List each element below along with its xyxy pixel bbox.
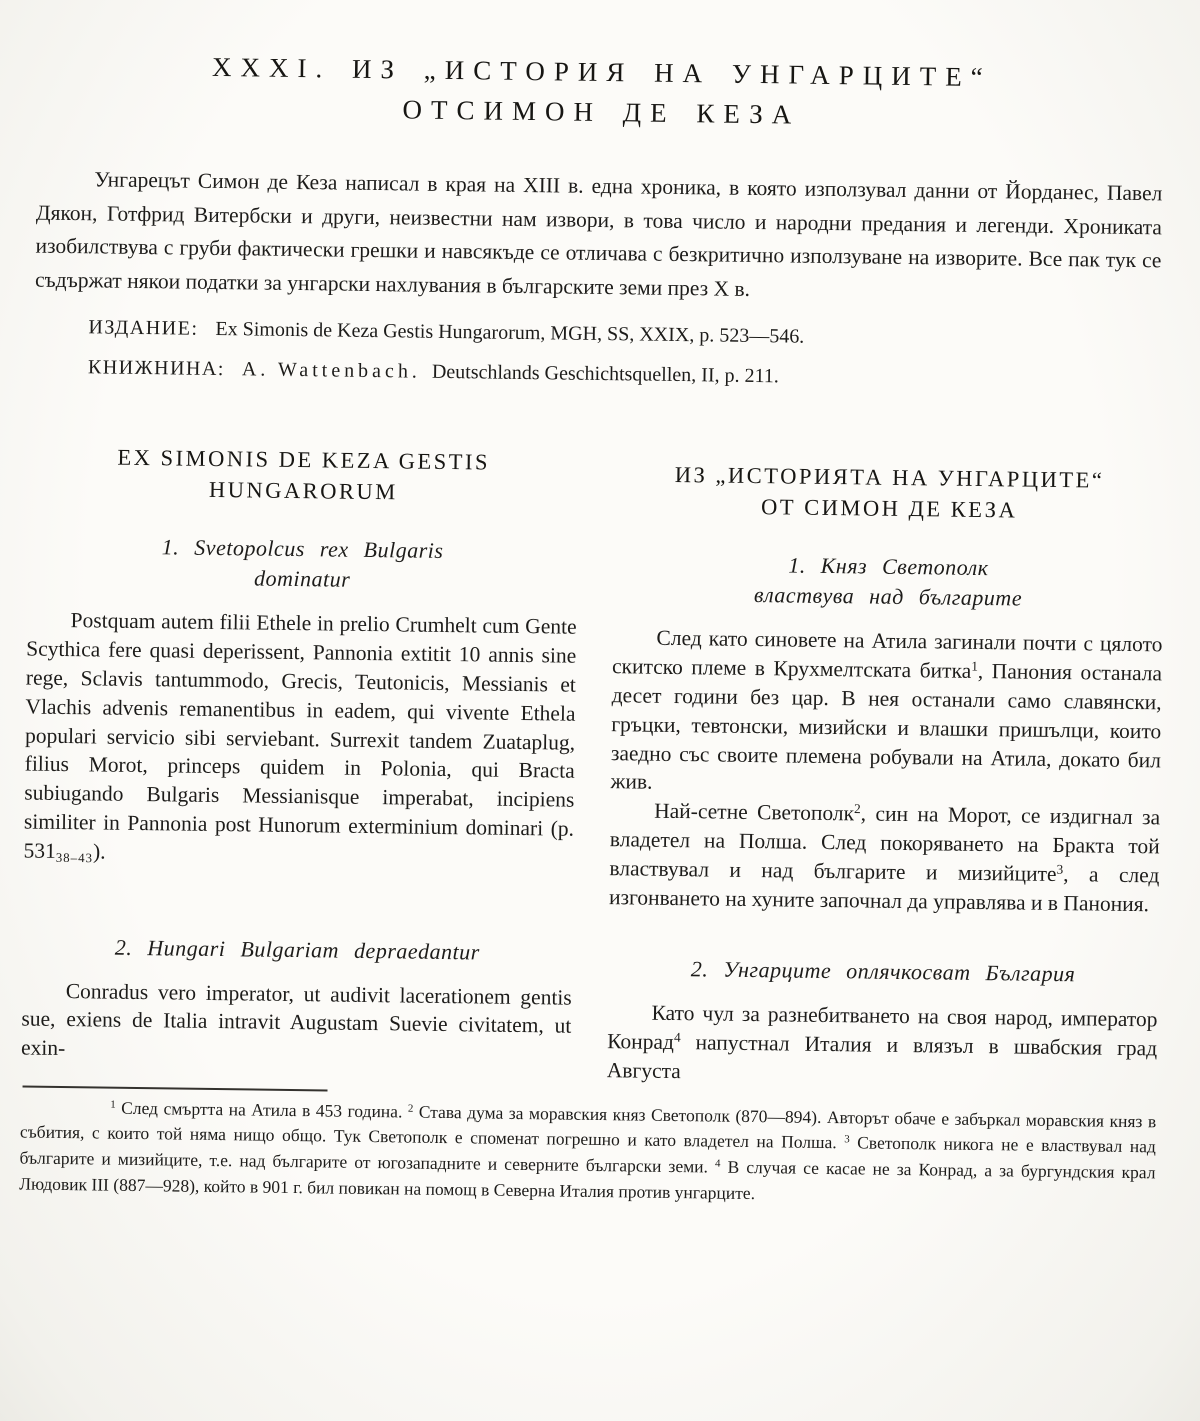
- bulgarian-column-heading: ИЗ „ИСТОРИЯТА НА УНГАРЦИТЕ“ ОТ СИМОН ДЕ КЕЗА: [674, 462, 1105, 523]
- intro-paragraph: Унгарецът Симон де Кеза написал в края на XIII в. една хроника, в която използувал данни от Йорданес, Павел Дякон, Готфрид Витербски и други, неизвестни нам извори, в това число и народни предания и легенди. Хрониката изобилствува с груби фактически грешки и навсякъде се отличава с безкритично използуване на изворите. Все пак тук се съдържат някои податки за унгарски нахлувания в българските земи през X в.: [34, 167, 1163, 301]
- edition-label: ИЗДАНИЕ:: [88, 316, 199, 341]
- bulgarian-section-2-heading: 2. Унгарците оплячкосват България: [690, 956, 1076, 987]
- edition-line: [88, 312, 1166, 358]
- bulgarian-paragraph-2: Най-сетне Светополк$^2$, син на Морот, се издигнал за владетел на Полша. След покоряването на Бракта той властвувал и над българите и мизийците$^3$, а след изгонването на хуните започнал да управлява и в Панония.: [608, 798, 1161, 916]
- latin-column-heading: EX SIMONIS DE KEZA GESTIS HUNGARORUM: [117, 445, 491, 505]
- literature-text: Deutschlands Geschichtsquellen, II, p. 211.: [431, 361, 779, 388]
- literature-author: A. Wattenbach.: [241, 358, 422, 384]
- bulgarian-paragraph-3: Като чул за разнебитването на своя народ, император Конрад$^4$ напустнал Италия и влязъл в швабския град Августа: [606, 1001, 1158, 1084]
- latin-section-1-heading: 1. Svetopolcus rex Bulgaris dominatur: [161, 534, 444, 593]
- chapter-title-line1: XXXI. ИЗ „ИСТОРИЯ НА УНГАРЦИТЕ“: [211, 51, 992, 93]
- latin-section-2-heading: 2. Hungari Bulgariam depraedantur: [114, 934, 480, 965]
- bulgarian-column: [607, 449, 1165, 1093]
- bulgarian-section-1-heading: 1. Княз Светополк властвува над българите: [753, 552, 1023, 611]
- chapter-title-line2: ОТСИМОН ДЕ КЕЗА: [402, 94, 801, 130]
- bulgarian-paragraph-1: След като синовете на Атила загинали почти с цялото скитско племе в Крухмелтската битка$^1$, Панония останала десет години без цар. В нея останали само славянски, гръцки, тевтонски, мизийски и влашки пришълци, които заедно със своите племена робували на Атила, докато бил жив.: [610, 626, 1163, 795]
- footnote-separator-rule: [23, 1085, 328, 1091]
- literature-line: [88, 352, 1166, 398]
- latin-paragraph-1: Postquam autem filii Ethele in prelio Crumhelt cum Gente Scythica fere quasi deperissent, Pannonia extitit 10 annis sine rege, Sclavis tantummodo, Grecis, Teutonicis, Messianis et Vlachis advenis remanentibus in eadem, qui vivente Ethela populari servicio sibi serviebant. Surrexit tandem Zuataplug, filius Morot, princeps quidem in Polonia, qui Bracta subiugando Bulgaris Messianisque imperabat, incipiens similiter in Pannonia post Hunorum exterminium dominari (p. $531_{38-43}$).: [23, 608, 577, 866]
- footnotes-paragraph: $^1$ След смъртта на Атила в 453 година. $^2$ Става дума за моравския княз Светополк (870—894). Авторът обаче е забъркал моравския княз в събития, с които той няма нищо общо. Тук Светополк е споменат погрешно и като владетел на Полша. $^3$ Светополк никога не е властвувал над българите и мизийците, т.е. над българите от югозападните и северните български земи. $^4$ В случая се касае не за Конрад, а за бургундския крал Людовик III (887—928), който в 901 г. бил повикан на помощ в Северна Италия против унгарците.: [19, 1097, 1157, 1203]
- edition-text: Ex Simonis de Keza Gestis Hungarorum, MGH, SS, XXIX, p. 523—546.: [215, 318, 805, 349]
- literature-label: КНИЖНИНА:: [87, 356, 226, 381]
- footnotes-block: [19, 1085, 1156, 1211]
- chapter-title: [33, 45, 1170, 140]
- latin-paragraph-2: Conradus vero imperator, ut audivit lacerationem gentis sue, exiens de Italia intravit Augustam Suevie civitatem, ut exin-: [20, 978, 572, 1061]
- two-column-layout: [21, 441, 1165, 1092]
- latin-column: [21, 441, 579, 1085]
